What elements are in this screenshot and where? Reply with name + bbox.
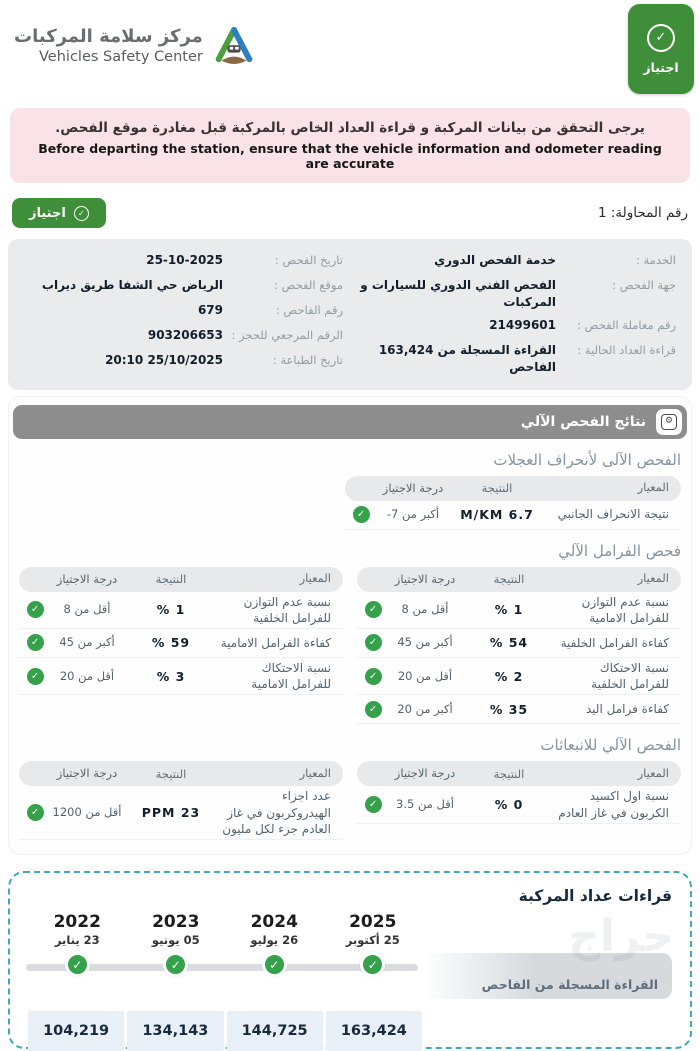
table-header-row — [357, 567, 681, 592]
odometer-values-row — [28, 1011, 672, 1051]
values-row-spacer — [422, 1011, 672, 1051]
result-value: % 54 — [489, 635, 529, 651]
pass-check-icon — [163, 952, 188, 977]
info-row — [357, 277, 676, 312]
table-row — [357, 658, 681, 695]
info-label: الخدمة : — [635, 253, 676, 267]
gear-chip-glyph — [661, 414, 677, 430]
info-row — [357, 252, 676, 272]
odometer-value: 104,219 — [28, 1011, 124, 1051]
info-value: 20:10 25/10/2025 — [105, 353, 223, 367]
results-section-header — [13, 405, 687, 439]
criterion-header: المعيار — [637, 571, 669, 586]
check-circle-icon — [74, 206, 89, 221]
info-row — [24, 277, 343, 297]
pass-status-badge — [628, 4, 694, 94]
reading-source-label: القراءة المسجلة من الفاحص — [481, 976, 658, 992]
emissions-table-right — [357, 761, 681, 840]
entry-year: 2025 — [349, 911, 397, 932]
pass-grade: أقل من 8 — [401, 602, 449, 617]
values-cells — [28, 1011, 422, 1051]
table-row — [357, 786, 681, 823]
criterion: عدد اجزاء الهيدروكربون في غاز العادم جزء لكل مليون — [222, 789, 331, 836]
pass-check-icon — [360, 952, 385, 977]
criterion-header: المعيار — [637, 480, 669, 495]
wheel-drift-subtitle: الفحص الآلى لأنحراف العجلات — [493, 450, 681, 469]
info-value: 21499601 — [489, 317, 556, 332]
odometer-value: 144,725 — [227, 1011, 323, 1051]
info-value: 163,424 القراءة المسجلة من الفاحص — [378, 342, 556, 375]
pass-check-icon — [27, 804, 44, 821]
table-row — [345, 501, 681, 530]
table-row — [19, 786, 343, 840]
info-label: تاريخ الطباعة : — [272, 353, 343, 367]
brakes-table-right — [357, 567, 681, 725]
info-value: خدمة الفحص الدوري — [434, 253, 556, 267]
criterion: كفاءة الفرامل الخلفية — [560, 635, 669, 650]
info-label: جهة الفحص : — [612, 278, 676, 292]
criterion: كفاءة فرامل اليد — [585, 702, 669, 717]
pass-grade: أكبر من 45 — [397, 635, 453, 650]
pass-check-icon — [27, 601, 44, 618]
table-row — [19, 592, 343, 629]
attempt-number-label: رقم المحاولة: 1 — [597, 205, 688, 221]
criterion-header: المعيار — [637, 766, 669, 781]
pass-check-icon — [365, 701, 382, 718]
info-row — [24, 302, 343, 322]
table-row — [357, 695, 681, 724]
pass-check-icon — [65, 952, 90, 977]
criterion-header: المعيار — [299, 766, 331, 781]
timeline-entry — [127, 913, 226, 978]
result-value: M/KM 6.7 — [460, 507, 534, 523]
criterion: كفاءة الفرامل الامامية — [220, 635, 331, 650]
criterion: نسبة عدم التوازن للفرامل الامامية — [581, 594, 669, 625]
criterion: نسبة اول اكسيد الكربون في غاز العادم — [558, 789, 669, 820]
pass-check-icon — [262, 952, 287, 977]
entry-date: 25 أكتوبر — [345, 933, 400, 948]
grade-header: درجة الاجتياز — [394, 571, 456, 586]
status-cell — [361, 634, 385, 651]
result-header: النتيجة — [493, 766, 525, 781]
info-column-left — [24, 252, 343, 377]
pass-result-chip — [12, 198, 106, 228]
table-header-row — [19, 567, 343, 592]
header — [0, 0, 700, 104]
brakes-subtitle: فحص الفرامل الآلي — [558, 541, 681, 560]
status-cell — [23, 601, 47, 618]
pass-grade: أقل من 1200 — [52, 805, 122, 820]
result-header: النتيجة — [155, 766, 187, 781]
status-cell — [361, 668, 385, 685]
table-row — [357, 592, 681, 629]
odometer-value: 163,424 — [326, 1011, 422, 1051]
notice-text-english: Before departing the station, ensure that the vehicle information and odometer reading are accurate — [38, 141, 662, 171]
status-cell — [23, 634, 47, 651]
info-label: تاريخ الفحص : — [274, 253, 343, 267]
brand-name-arabic: مركز سلامة المركبات — [14, 26, 203, 48]
inspection-info-card — [8, 239, 692, 390]
info-row — [24, 252, 343, 272]
info-value: الفحص الفني الدوري للسيارات و المركبات — [360, 278, 556, 310]
brakes-tables — [19, 567, 681, 725]
info-label: رقم الفاحص : — [275, 303, 343, 317]
entry-year: 2023 — [152, 911, 200, 932]
pass-grade: أقل من 20 — [59, 668, 115, 683]
info-label: رقم معاملة الفحص : — [577, 317, 676, 332]
grade-header: درجة الاجتياز — [394, 766, 456, 781]
info-label: الرقم المرجعي للحجز : — [231, 328, 343, 342]
emissions-tables — [19, 761, 681, 840]
odometer-card-title: قراءات عداد المركبة — [518, 886, 672, 905]
status-cell — [361, 601, 385, 618]
pass-check-icon — [365, 796, 382, 813]
odometer-value: 134,143 — [127, 1011, 223, 1051]
grade-header: درجة الاجتياز — [56, 571, 118, 586]
results-section-title: نتائج الفحص الآلي — [520, 413, 646, 430]
info-row — [24, 352, 343, 372]
pass-grade: أقل من 3.5 — [396, 797, 454, 812]
result-value: % 0 — [494, 797, 524, 812]
criterion: نسبة عدم التوازن للفرامل الخلفية — [243, 594, 331, 625]
emissions-subtitle: الفحص الآلي للانبعاثات — [540, 736, 681, 755]
pass-check-icon — [365, 668, 382, 685]
timeline-entry — [28, 913, 127, 978]
criterion-header: المعيار — [299, 571, 331, 586]
status-cell — [361, 701, 385, 718]
entry-date: 05 يونيو — [151, 933, 200, 948]
info-row — [357, 342, 676, 377]
pass-grade: أكبر من 45 — [59, 635, 115, 650]
table-header-row — [345, 476, 681, 501]
grade-header: درجة الاجتياز — [56, 766, 118, 781]
brakes-table-left — [19, 567, 343, 725]
pass-check-icon — [365, 601, 382, 618]
status-cell — [23, 668, 47, 685]
status-cell — [23, 804, 47, 821]
grade-header: درجة الاجتياز — [382, 480, 444, 495]
result-value: % 2 — [494, 668, 524, 684]
brand-logo — [14, 26, 256, 66]
timeline-entry — [225, 913, 324, 978]
info-label: موقع الفحص : — [274, 278, 343, 292]
pass-chip-label: اجتياز — [29, 205, 66, 221]
info-row — [357, 317, 676, 337]
attempt-row — [12, 197, 688, 229]
result-header: النتيجة — [493, 572, 525, 587]
info-column-right — [357, 252, 676, 377]
timeline-entry — [324, 913, 423, 978]
table-row — [357, 629, 681, 658]
entry-date: 23 يناير — [54, 933, 100, 948]
emissions-table-left — [19, 761, 343, 840]
notice-text-arabic: يرجى التحقق من بيانات المركبة و قراءة العداد الخاص بالمركبة قبل مغادرة موقع الفحص. — [55, 120, 645, 136]
odometer-timeline — [28, 913, 672, 999]
timeline-entries — [28, 913, 422, 978]
info-row — [24, 327, 343, 347]
pass-grade: أقل من 8 — [63, 602, 111, 617]
table-header-row — [19, 761, 343, 786]
criterion: نسبة الاحتكاك للفرامل الخلفية — [591, 660, 669, 692]
chip-icon — [656, 409, 682, 435]
reading-source-label-bar — [422, 953, 672, 999]
pass-grade: أكبر من ‎-7 — [386, 507, 440, 522]
vehicles-safety-center-logo-icon — [212, 26, 256, 66]
result-value: PPM 23 — [141, 805, 201, 821]
criterion: نسبة الاحتكاك للفرامل الامامية — [251, 660, 331, 692]
status-cell — [361, 796, 385, 813]
pass-grade: أقل من 20 — [397, 668, 453, 683]
result-value: % 35 — [489, 701, 529, 717]
criterion: نتيجة الانحراف الجانبي — [557, 507, 669, 522]
notice-banner — [10, 108, 690, 183]
pass-badge-label: اجتياز — [643, 59, 679, 75]
status-cell — [349, 506, 373, 523]
pass-check-icon — [27, 634, 44, 651]
table-row — [19, 629, 343, 658]
pass-check-icon — [27, 668, 44, 685]
info-value: 679 — [197, 303, 223, 317]
info-value: 25-10-2025 — [146, 253, 223, 267]
pass-check-icon — [353, 506, 370, 523]
brand-name-english: Vehicles Safety Center — [39, 48, 203, 65]
pass-check-icon — [365, 634, 382, 651]
table-header-row — [357, 761, 681, 786]
pass-grade: أكبر من 20 — [397, 701, 453, 716]
brand-text — [14, 26, 203, 66]
entry-date: 26 يوليو — [250, 933, 299, 948]
table-row — [19, 658, 343, 695]
result-value: % 59 — [151, 635, 191, 651]
check-circle-icon — [647, 24, 675, 52]
odometer-readings-card — [8, 871, 692, 1049]
info-value: 903206653 — [147, 328, 223, 342]
wheel-drift-table — [345, 476, 681, 530]
result-value: % 1 — [494, 602, 524, 618]
info-value: الرياض حي الشفا طريق ديراب — [41, 278, 223, 292]
result-header: النتيجة — [155, 572, 187, 587]
result-value: % 3 — [156, 668, 186, 684]
info-label: قراءة العداد الحالية : — [577, 342, 676, 357]
result-header: النتيجة — [481, 481, 513, 496]
entry-year: 2022 — [53, 911, 101, 932]
entry-year: 2024 — [250, 911, 298, 932]
result-value: % 1 — [156, 602, 186, 618]
automated-results-section — [8, 396, 692, 855]
